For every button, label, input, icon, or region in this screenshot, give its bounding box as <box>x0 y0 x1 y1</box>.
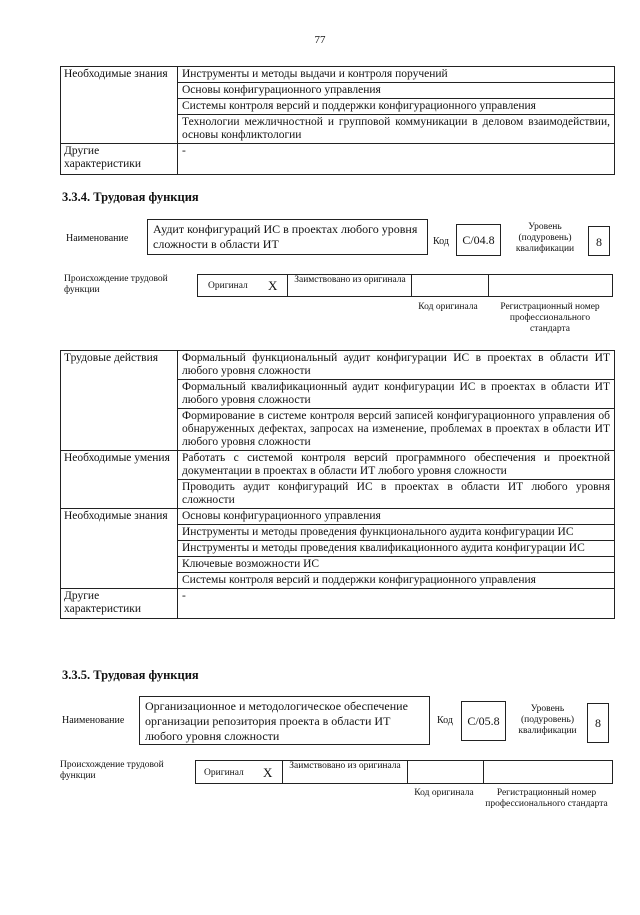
row-label: Другие характеристики <box>61 589 178 619</box>
section-335-title: 3.3.5. Трудовая функция <box>62 668 199 682</box>
table-cell: Ключевые возможности ИС <box>178 557 615 573</box>
code-value-box: C/05.8 <box>461 701 506 741</box>
code-original-label: Код оригинала <box>414 788 474 798</box>
original-mark: X <box>268 278 278 293</box>
table-cell: Системы контроля версий и поддержки конфигурационного управления <box>178 573 615 589</box>
table-cell: Технологии межличностной и групповой коммуникации в деловом взаимодействии, основы конфликтологии <box>178 115 615 144</box>
original-label: Оригинал <box>204 768 244 778</box>
code-label: Код <box>433 236 449 247</box>
table-cell: Работать с системой контроля версий программного обеспечения и проектной документации в проектах в области ИТ любого уровня сложности <box>178 451 615 480</box>
table-cell: - <box>178 144 615 175</box>
origin-label: Происхождение трудовой функции <box>64 274 168 295</box>
code-value-box: C/04.8 <box>456 224 501 256</box>
table-cell: Инструменты и методы выдачи и контроля поручений <box>178 67 615 83</box>
qualification-level-value: 8 <box>587 703 609 743</box>
reg-number-label: Регистрационный номер профессионального стандарта <box>485 788 608 809</box>
origin-box <box>197 274 613 297</box>
row-label: Трудовые действия <box>61 351 178 451</box>
code-original-label: Код оригинала <box>418 302 478 312</box>
name-label: Наименование <box>62 715 125 726</box>
row-label: Необходимые знания <box>61 67 178 144</box>
row-label: Необходимые знания <box>61 509 178 589</box>
reg-number-label: Регистрационный номер профессионального стандарта <box>500 302 600 334</box>
table-cell: Инструменты и методы проведения функционального аудита конфигурации ИС <box>178 525 615 541</box>
qualification-level-label: Уровень (подуровень) квалификации <box>518 704 577 736</box>
table-cell: Формальный функциональный аудит конфигурации ИС в проектах в области ИТ любого уровня сложности <box>178 351 615 380</box>
divider <box>483 761 484 783</box>
table-cell: Системы контроля версий и поддержки конфигурационного управления <box>178 99 615 115</box>
code-label: Код <box>437 715 453 726</box>
table-cell: - <box>178 589 615 619</box>
qualification-level-label: Уровень (подуровень) квалификации <box>515 222 575 254</box>
table-cell: Формирование в системе контроля версий записей конфигурационного управления об обнаруженных дефектах, запросах на изменение, проблемах в проектах в области ИТ любого уровня сложности <box>178 409 615 451</box>
table-cell: Инструменты и методы проведения квалификационного аудита конфигурации ИС <box>178 541 615 557</box>
divider <box>488 275 489 296</box>
table-cell: Основы конфигурационного управления <box>178 509 615 525</box>
table-cell: Проводить аудит конфигураций ИС в проектах в области ИТ любого уровня сложности <box>178 480 615 509</box>
top-knowledge-table <box>60 66 615 175</box>
origin-box <box>195 760 613 784</box>
function-334-table <box>60 350 615 619</box>
name-label: Наименование <box>66 233 129 244</box>
borrowed-label: Заимствовано из оригинала <box>289 761 401 771</box>
borrowed-label: Заимствовано из оригинала <box>294 275 406 285</box>
row-label: Необходимые умения <box>61 451 178 509</box>
original-label: Оригинал <box>208 281 248 291</box>
qualification-level-value: 8 <box>588 226 610 256</box>
divider <box>407 761 408 783</box>
row-label: Другие характеристики <box>61 144 178 175</box>
section-334-title: 3.3.4. Трудовая функция <box>62 190 199 204</box>
page-number: 77 <box>314 34 326 46</box>
divider <box>287 275 288 296</box>
table-cell: Формальный квалификационный аудит конфигурации ИС в проектах в области ИТ любого уровня сложности <box>178 380 615 409</box>
function-name-box: Аудит конфигураций ИС в проектах любого уровня сложности в области ИТ <box>147 219 428 255</box>
function-name-box: Организационное и методологическое обеспечение организации репозитория проекта в области ИТ любого уровня сложности <box>139 696 430 745</box>
origin-label: Происхождение трудовой функции <box>60 760 164 781</box>
original-mark: X <box>263 765 273 780</box>
table-cell: Основы конфигурационного управления <box>178 83 615 99</box>
divider <box>411 275 412 296</box>
divider <box>282 761 283 783</box>
